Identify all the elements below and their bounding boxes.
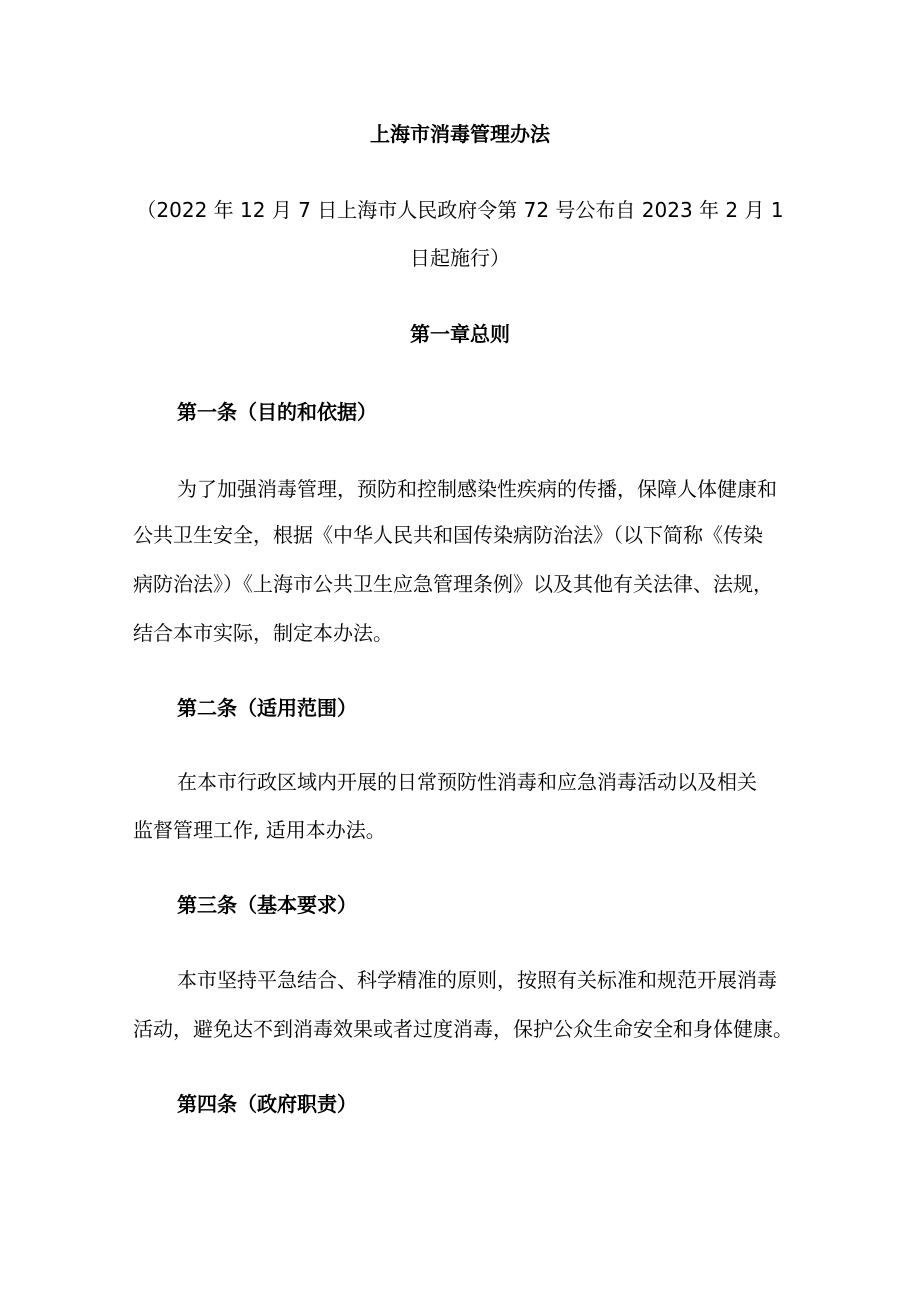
article-2-line-2: 监督管理工作, 适用本办法。 <box>133 818 386 842</box>
document-title: 上海市消毒管理办法 <box>370 122 550 146</box>
article-1-line-4: 结合本市实际，制定本办法。 <box>133 621 393 645</box>
article-3-line-1: 本市坚持平急结合、科学精准的原则，按照有关标准和规范开展消毒 <box>177 968 777 992</box>
chapter-title: 第一章总则 <box>410 322 510 346</box>
document-subtitle-line-2: 日起施行） <box>410 246 510 270</box>
article-4-heading: 第四条（政府职责） <box>177 1092 357 1116</box>
article-2-heading: 第二条（适用范围） <box>177 696 357 720</box>
document-subtitle-line-1: （2022 年 12 月 7 日上海市人民政府令第 72 号公布自 2023 年 2 月 1 <box>136 198 784 222</box>
article-1-line-1: 为了加强消毒管理，预防和控制感染性疾病的传播，保障人体健康和 <box>177 477 777 501</box>
article-3-heading: 第三条（基本要求） <box>177 893 357 917</box>
article-1-line-2: 公共卫生安全，根据《中华人民共和国传染病防治法》（以下简称《传染 <box>133 523 763 547</box>
article-1-heading: 第一条（目的和依据） <box>177 400 377 424</box>
article-2-line-1: 在本市行政区域内开展的日常预防性消毒和应急消毒活动以及相关 <box>177 770 757 794</box>
article-3-line-2: 活动，避免达不到消毒效果或者过度消毒，保护公众生命安全和身体健康。 <box>133 1017 793 1041</box>
article-1-line-3: 病防治法》）《上海市公共卫生应急管理条例》以及其他有关法律、法规， <box>133 572 773 596</box>
